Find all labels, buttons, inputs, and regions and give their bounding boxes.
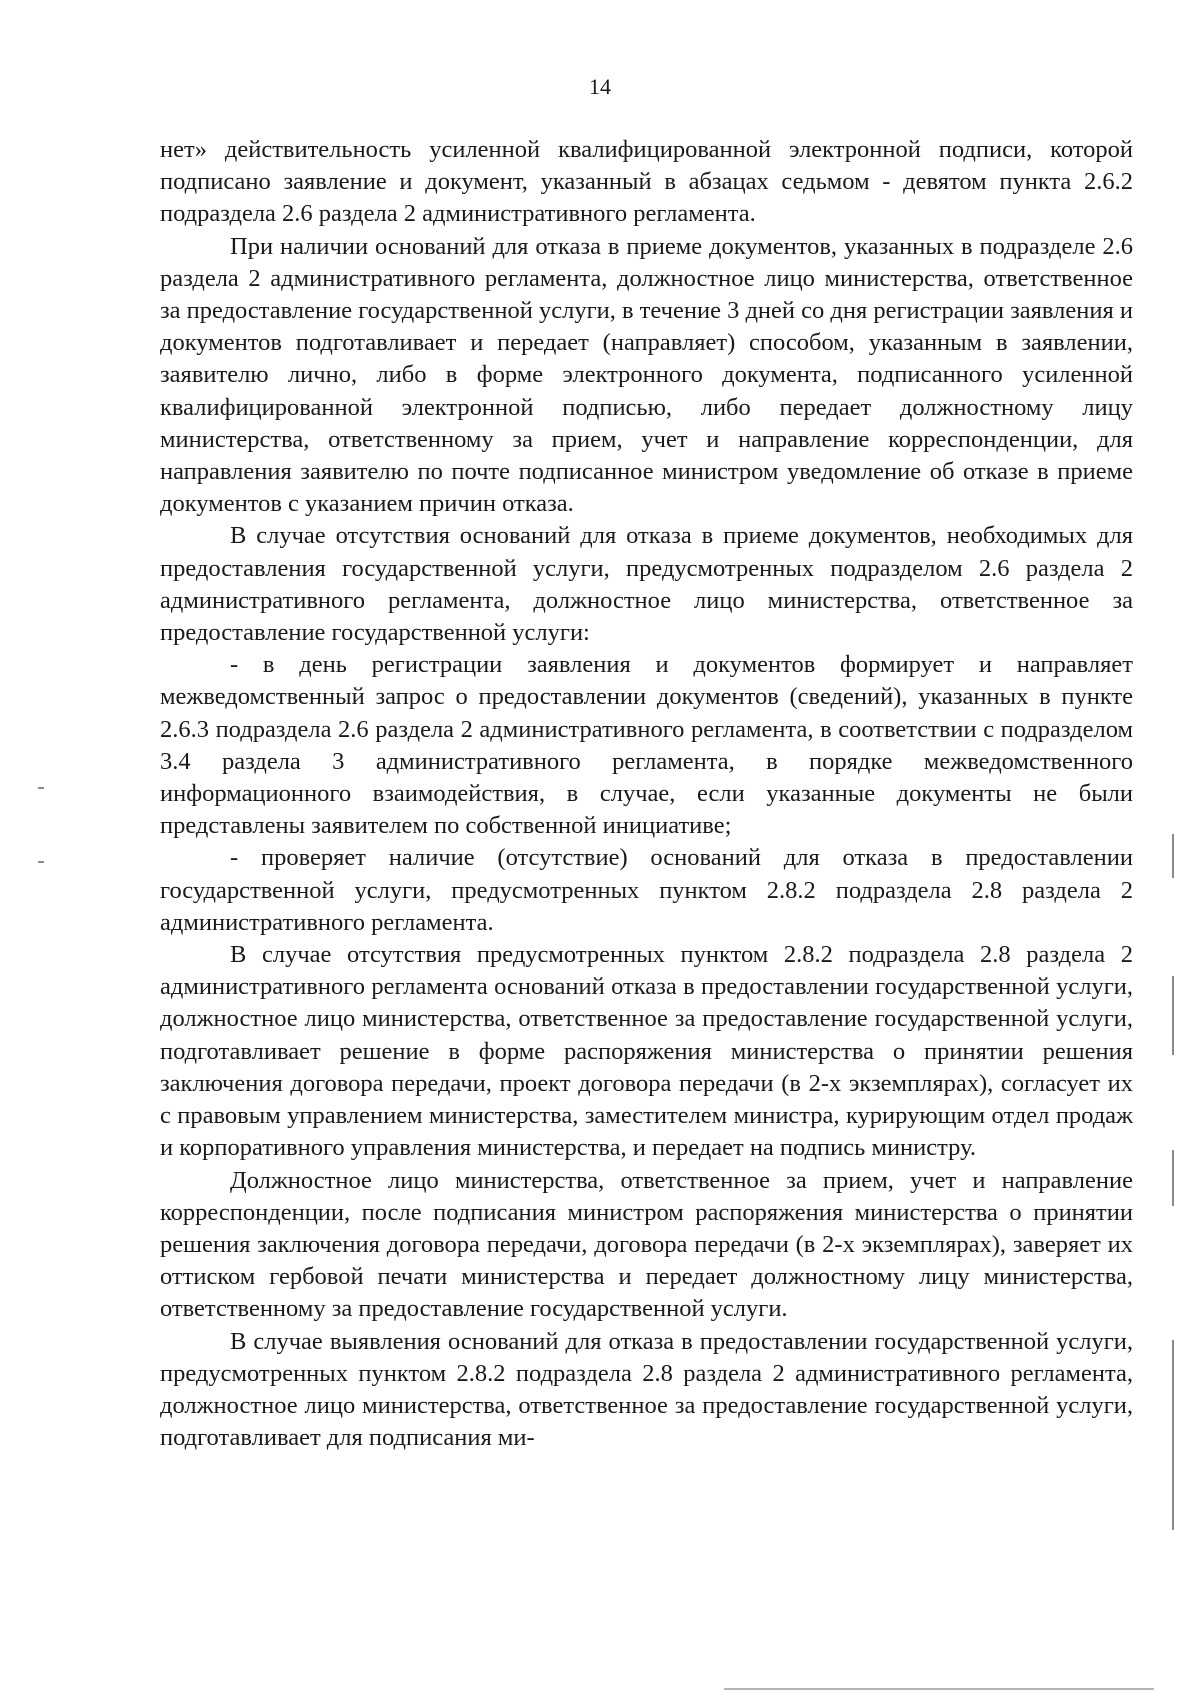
list-item-check-grounds: - проверяет наличие (отсутствие) оснований для отказа в предоставлении государственной услуги, предусмотренных пунктом 2.8.2 подраздела 2.8 раздела 2 административного регламента. (160, 844, 1133, 936)
page-bottom-edge (724, 1688, 1154, 1690)
paragraph-continuation: нет» действительность усиленной квалифицированной электронной подписи, которой подписано заявление и документ, указанный в абзацах седьмом - девятом пункта 2.6.2 подраздела 2.6 раздела 2 административного регламента. (160, 136, 1133, 228)
paragraph-refusal-grounds: При наличии оснований для отказа в приеме документов, указанных в подразделе 2.6 раздела 2 административного регламента, должностное лицо министерства, ответственное за предоставление государственной услуги, в течение 3 дней со дня регистрации заявления и документов подготавливает и передает (направляет) способом, указанным в заявлении, заявителю лично, либо в форме электронного документа, подписанного усиленной квалифицированной электронной подписью, либо передает должностному лицу министерства, ответственному за прием, учет и направление корреспонденции, для направления заявителю по почте подписанное министром уведомление об отказе в приеме документов с указанием причин отказа. (160, 232, 1133, 518)
scan-artifact (38, 787, 44, 789)
paragraph-refusal-identified: В случае выявления оснований для отказа в предоставлении государственной услуги, предусмотренных пунктом 2.8.2 подраздела 2.8 раздела 2 административного регламента, должностное лицо министерства, ответственное за предоставление государственной услуги, подготавливает для подписания ми- (160, 1327, 1133, 1452)
scan-artifact (38, 861, 44, 863)
scan-artifact (1172, 1015, 1174, 1055)
document-body (160, 134, 1133, 1454)
scan-artifact (1172, 834, 1174, 878)
scan-artifact (1172, 1150, 1174, 1206)
list-item-interagency-request: - в день регистрации заявления и документов формирует и направляет межведомственный запрос о предоставлении документов (сведений), указанных в пункте 2.6.3 подраздела 2.6 раздела 2 административного регламента, в соответствии с подразделом 3.4 раздела 3 административного регламента, в порядке межведомственного информационного взаимодействия, в случае, если указанные документы не были представлены заявителем по собственной инициативе; (160, 651, 1133, 840)
paragraph-certify-seal: Должностное лицо министерства, ответственное за прием, учет и направление корреспонденции, после подписания министром распоряжения министерства о принятии решения заключения договора передачи, договора передачи (в 2-х экземплярах), заверяет их оттиском гербовой печати министерства и передает должностному лицу министерства, ответственному за предоставление государственной услуги. (160, 1166, 1133, 1323)
paragraph-prepare-decision: В случае отсутствия предусмотренных пунктом 2.8.2 подраздела 2.8 раздела 2 административного регламента оснований отказа в предоставлении государственной услуги, должностное лицо министерства, ответственное за предоставление государственной услуги, подготавливает решение в форме распоряжения министерства о принятии решения заключения договора передачи, проект договора передачи (в 2-х экземплярах), согласует их с правовым управлением министерства, заместителем министра, курирующим отдел продаж и корпоративного управления министерства, и передает на подпись министру. (160, 941, 1133, 1162)
page-number: 14 (589, 74, 611, 99)
paragraph-no-refusal-grounds: В случае отсутствия оснований для отказа в приеме документов, необходимых для предоставления государственной услуги, предусмотренных подразделом 2.6 раздела 2 административного регламента, должностное лицо министерства, ответственное за предоставление государственной услуги: (160, 522, 1133, 647)
scan-artifact (1172, 1340, 1174, 1530)
